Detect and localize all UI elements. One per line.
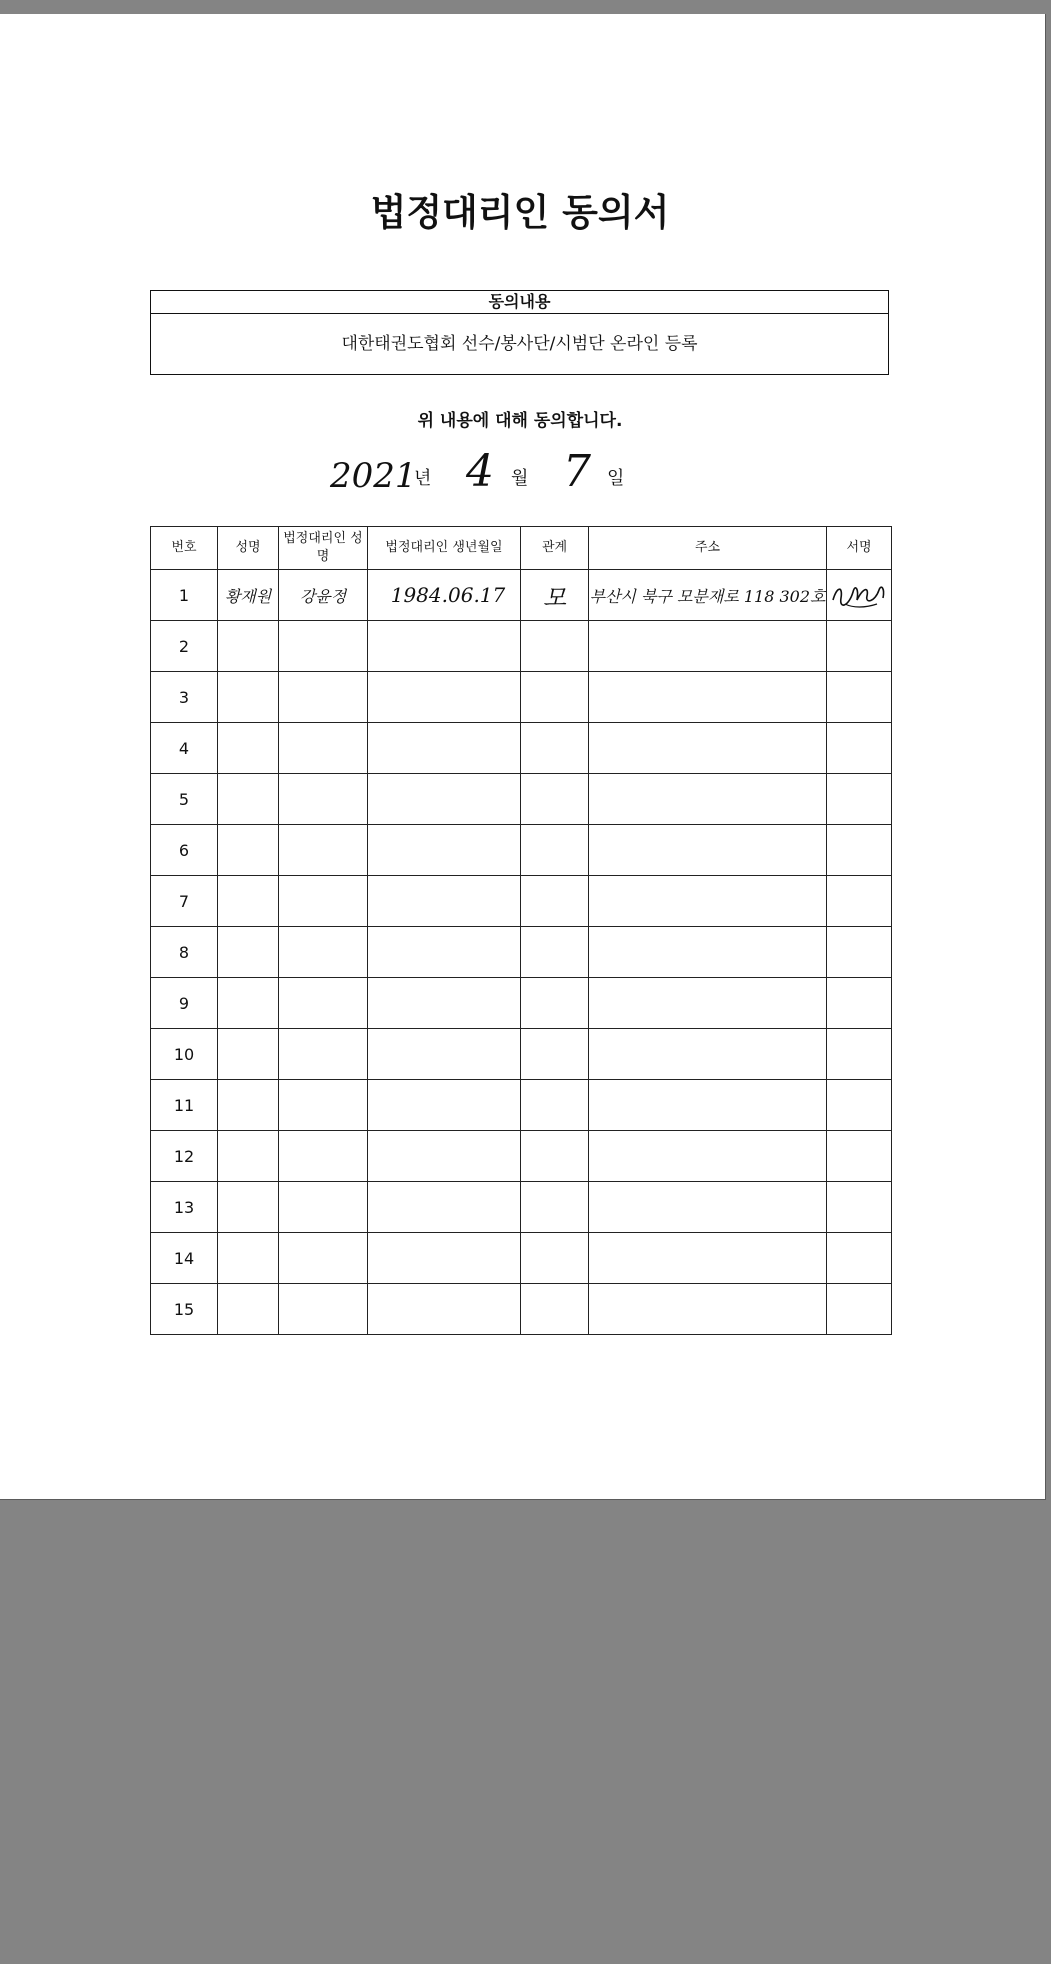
row-number: 2 — [151, 621, 218, 672]
header-guardian-name: 법정대리인 성명 — [279, 527, 368, 570]
table-row — [151, 621, 892, 672]
row-number: 8 — [151, 927, 218, 978]
row-guardian-birth: 1984.06.17 — [368, 570, 521, 621]
table-row — [151, 927, 892, 978]
row-guardian-name: 강윤정 — [279, 570, 368, 621]
table-row — [151, 570, 892, 621]
table-header-row — [151, 527, 892, 570]
date-line — [0, 446, 1040, 500]
row-number: 5 — [151, 774, 218, 825]
table-row — [151, 978, 892, 1029]
header-name: 성명 — [218, 527, 279, 570]
row-number: 10 — [151, 1029, 218, 1080]
document-title: 법정대리인 동의서 — [370, 191, 670, 234]
document-page — [0, 14, 1046, 1500]
row-signature — [827, 570, 892, 621]
row-number: 11 — [151, 1080, 218, 1131]
date-month-label: 월 — [511, 468, 529, 489]
table-row — [151, 1131, 892, 1182]
consent-text: 대한태권도협회 선수/봉사단/시범단 온라인 등록 — [341, 334, 698, 354]
row-address: 부산시 북구 모분재로 118 302호 — [589, 570, 827, 621]
date-month: 4 — [466, 446, 494, 497]
agree-statement: 위 내용에 대해 동의합니다. — [417, 411, 623, 431]
table-row — [151, 825, 892, 876]
consent-box — [150, 290, 889, 375]
table-row — [151, 1284, 892, 1335]
table-row — [151, 1233, 892, 1284]
row-number: 9 — [151, 978, 218, 1029]
row-name: 황재원 — [218, 570, 279, 621]
row-number: 15 — [151, 1284, 218, 1335]
row-number: 14 — [151, 1233, 218, 1284]
date-day-label: 일 — [607, 468, 625, 489]
header-signature: 서명 — [827, 527, 892, 570]
table-row — [151, 672, 892, 723]
table-row — [151, 876, 892, 927]
row-relation: 모 — [521, 570, 589, 621]
header-guardian-birth: 법정대리인 생년월일 — [368, 527, 521, 570]
row-number: 7 — [151, 876, 218, 927]
date-year: 2021 — [330, 456, 417, 496]
row-number: 3 — [151, 672, 218, 723]
header-number: 번호 — [151, 527, 218, 570]
signature-mark — [829, 578, 889, 612]
row-number: 13 — [151, 1182, 218, 1233]
header-relation: 관계 — [521, 527, 589, 570]
table-row — [151, 1029, 892, 1080]
consent-header: 동의내용 — [151, 291, 888, 314]
header-address: 주소 — [589, 527, 827, 570]
row-number: 4 — [151, 723, 218, 774]
table-row — [151, 774, 892, 825]
row-number: 1 — [151, 570, 218, 621]
row-number: 12 — [151, 1131, 218, 1182]
table-row — [151, 1080, 892, 1131]
date-day: 7 — [563, 446, 591, 497]
registration-table — [150, 526, 892, 1335]
table-row — [151, 723, 892, 774]
row-number: 6 — [151, 825, 218, 876]
table-row — [151, 1182, 892, 1233]
date-year-label: 년 — [414, 468, 432, 489]
